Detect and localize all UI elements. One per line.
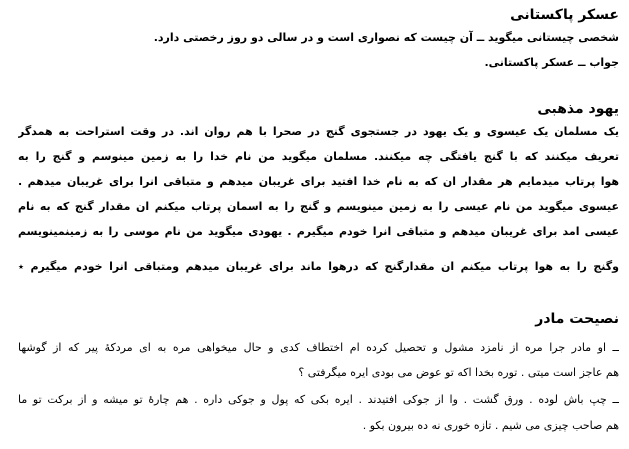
section-title-pakistani-soldier: عسکر پاکستانی bbox=[510, 7, 619, 23]
section-3-line-1: ــ او مادر جرا مره از نامزد مشول و تحصیل کرده ام اختطاف کدی و حال میخواهی مره به ای مردکهٔ پیر که از گوشها bbox=[18, 341, 619, 354]
section-3-line-2: هم عاجز است میتی . توره بخدا اکه تو عوض می بودی ایره میگرفتی ؟ bbox=[298, 366, 619, 379]
section-title-mothers-advice: نصیحت مادر bbox=[535, 311, 619, 327]
section-2-line-1: یک مسلمان یک عیسوی و یک یهود در جستجوی گنج در صحرا با هم روان اند. در وقت استراحت به همدگر bbox=[18, 125, 619, 138]
section-2-line-3: هوا پرتاب میدمایم هر مقدار ان که به نام خدا افتید برای غریبان میدهم و متباقی انرا برای غریبان میدهم . bbox=[18, 175, 619, 188]
section-1-line-2: جواب ــ عسکر پاکستانی. bbox=[484, 56, 619, 69]
section-title-religious-jew: یهود مذهبی bbox=[537, 101, 619, 117]
section-3-line-3: ــ چپ باش لوده . ورق گشت . وا از جوکی افتیدند . ایره بکی که پول و جوکی داره . هم چارهٔ تو میشه و از برکت تو ما bbox=[18, 393, 619, 406]
section-1-line-1: شخصی چیستانی میگوید ــ آن چیست که نصواری است و در سالی دو روز رخصتی دارد. bbox=[153, 31, 619, 44]
section-2-line-2: تعریف میکنند که با گنج یافتگی چه میکنند. مسلمان میگوید من نام خدا را به زمین مینوسم و گنج را به bbox=[18, 150, 619, 163]
section-2-line-5: عیسی امد برای غریبان میدهم و متباقی انرا خودم میگیرم . یهودی میگوید من نام موسی را به زمینمینویسم bbox=[18, 225, 619, 238]
section-2-line-4: عیسوی میگوید من نام عیسی را به زمین مینویسم و گنج را به اسمان پرتاب میکنم ان مقدار گنج که به نام bbox=[18, 200, 619, 213]
section-3-line-4: هم صاحب چیزی می شیم . تازه خوری نه ده بیرون بکو . bbox=[362, 419, 619, 432]
section-2-line-6: وگنج را به هوا پرتاب میکنم ان مقدارگنج که درهوا ماند برای غریبان میدهم ومتباقی انرا خودم میگیرم ٭ bbox=[18, 260, 619, 273]
